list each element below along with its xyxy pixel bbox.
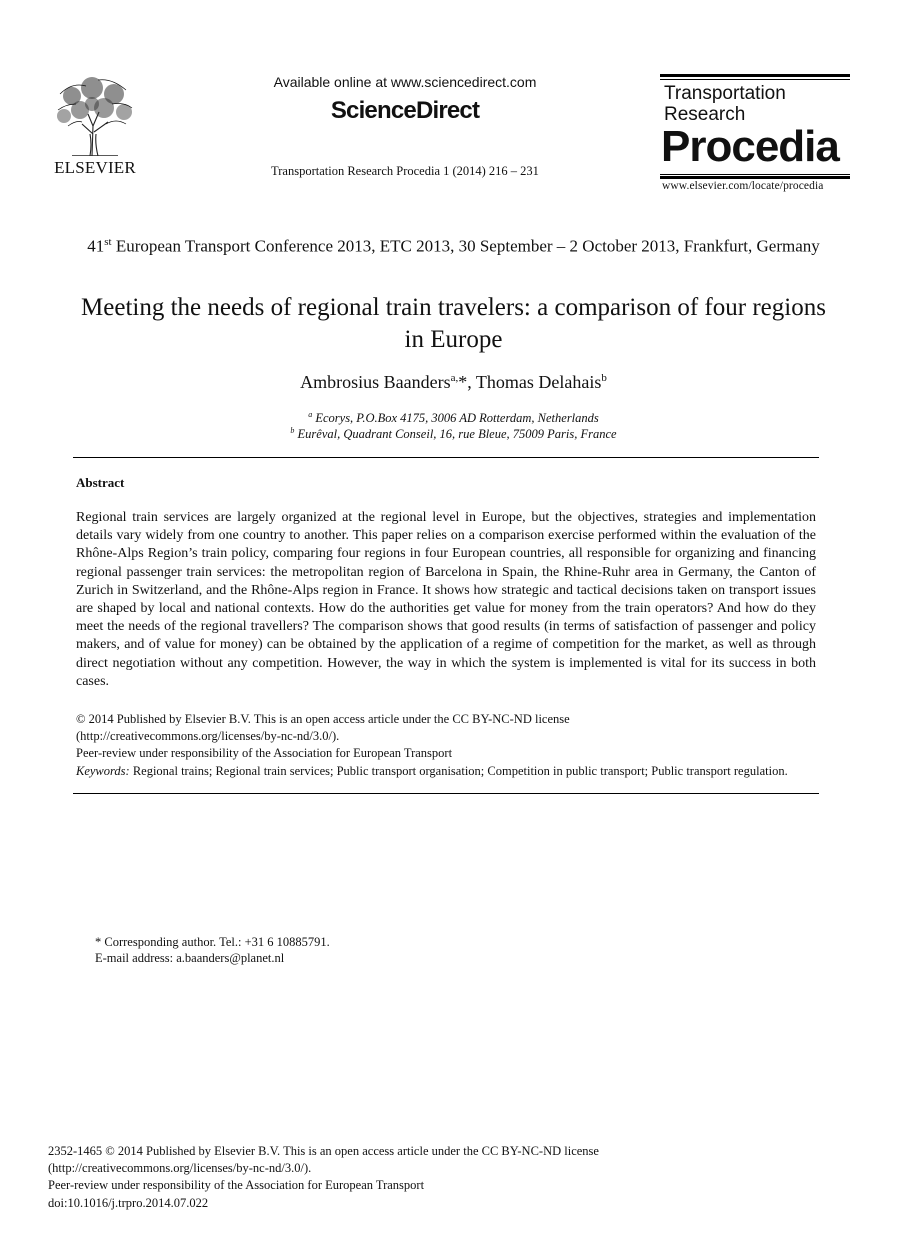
keywords-line: [76, 763, 820, 780]
author-list: [70, 372, 837, 393]
available-online-text: Available online at www.sciencedirect.com: [273, 74, 537, 90]
conference-line: [70, 232, 837, 257]
footer-license-link[interactable]: (http://creativecommons.org/licenses/by-nc-nd/3.0/).: [48, 1161, 312, 1176]
journal-url: www.elsevier.com/locate/procedia: [662, 180, 824, 192]
author-affiliation-mark: a,: [450, 372, 459, 384]
journal-reference: Transportation Research Procedia 1 (2014) 216 – 231: [271, 164, 539, 178]
page-footer: [48, 1143, 599, 1212]
journal-logo-line1: Transportation: [664, 83, 786, 104]
conference-text: European Transport Conference 2013, ETC 2013, 30 September – 2 October 2013, Frankfurt, Germany: [111, 236, 820, 256]
author-separator: ,: [467, 372, 476, 392]
keywords-label: Keywords:: [76, 763, 130, 778]
affiliation-text: Eurêval, Quadrant Conseil, 16, rue Bleue, 75009 Paris, France: [294, 427, 617, 442]
journal-logo-line3: Procedia: [661, 122, 839, 171]
logo-rule: [660, 174, 850, 175]
paper-title: Meeting the needs of regional train travelers: a comparison of four regions in Europe: [81, 294, 826, 353]
corresponding-author-mark: *: [458, 372, 468, 392]
doi-line[interactable]: doi:10.1016/j.trpro.2014.07.022: [48, 1195, 209, 1210]
keywords-text: Regional trains; Regional train services; Public transport organisation; Competition in public transport; Public transport regulation.: [129, 763, 788, 778]
email-line: E-mail address: a.baanders@planet.nl: [95, 950, 285, 965]
journal-logo: [660, 74, 850, 196]
conference-ordinal: 41: [87, 236, 105, 256]
conference-ordinal-suffix: st: [104, 236, 112, 248]
footer-peer-review: Peer-review under responsibility of the Association for European Transport: [48, 1178, 425, 1193]
author-name: Thomas Delahais: [475, 372, 602, 392]
section-divider: [73, 457, 819, 458]
elsevier-tree-icon: [52, 74, 138, 156]
abstract-notes: [76, 711, 820, 780]
section-divider: [73, 793, 819, 794]
corresponding-author-footnote: [95, 935, 330, 966]
abstract-heading: Abstract: [76, 475, 125, 490]
peer-review-line: Peer-review under responsibility of the Association for European Transport: [76, 746, 453, 761]
affiliation-mark: b: [290, 426, 295, 435]
elsevier-logo: [48, 74, 142, 178]
logo-rule: [660, 74, 850, 77]
journal-logo-line2: Research: [664, 104, 746, 125]
author-name: Ambrosius Baanders: [300, 372, 451, 392]
affiliation-text: Ecorys, P.O.Box 4175, 3006 AD Rotterdam, Netherlands: [312, 411, 599, 426]
corresponding-author-line: * Corresponding author. Tel.: +31 6 10885791.: [95, 935, 330, 949]
affiliation: [70, 426, 837, 442]
affiliation-mark: a: [308, 410, 313, 419]
abstract-body: Regional train services are largely organized at the regional level in Europe, but the objectives, strategies and implementation details vary widely from one country to another. This paper relies on a comparison exercise performed within the evaluation of the Rhône-Alps Region’s train policy, comparing four regions in four European countries, all responsible for organizing and financing regional passenger train services: the metropolitan region of Barcelona in Spain, the Rhine-Ruhr area in Germany, the Canton of Zurich in Switzerland, and the Rhône-Alps region in France. It shows how strategic and tactical decisions taken on transport issues are shaped by local and national contexts. How do the authorities get value for money from the train operators? And how do they meet the needs of the regional travellers? The comparison shows that good results (in terms of satisfaction of passenger and policy makers, and of value for money) can be obtained by the application of a regime of competition for the market, as well as through direct negotiation without any competition. However, the way in which the system is implemented is vital for its success in both cases.: [76, 510, 816, 689]
logo-rule: [660, 79, 850, 80]
issn-line: 2352-1465 © 2014 Published by Elsevier B.V. This is an open access article under the CC BY-NC-ND license: [48, 1144, 599, 1158]
copyright-line: © 2014 Published by Elsevier B.V. This is an open access article under the CC BY-NC-ND license: [76, 712, 570, 726]
elsevier-wordmark: ELSEVIER: [54, 158, 136, 177]
author-affiliation-mark: b: [601, 372, 607, 384]
sciencedirect-logo: ScienceDirect: [330, 97, 480, 124]
logo-rule: [660, 176, 850, 179]
license-link[interactable]: (http://creativecommons.org/licenses/by-nc-nd/3.0/).: [76, 729, 340, 744]
affiliation: [70, 410, 837, 426]
